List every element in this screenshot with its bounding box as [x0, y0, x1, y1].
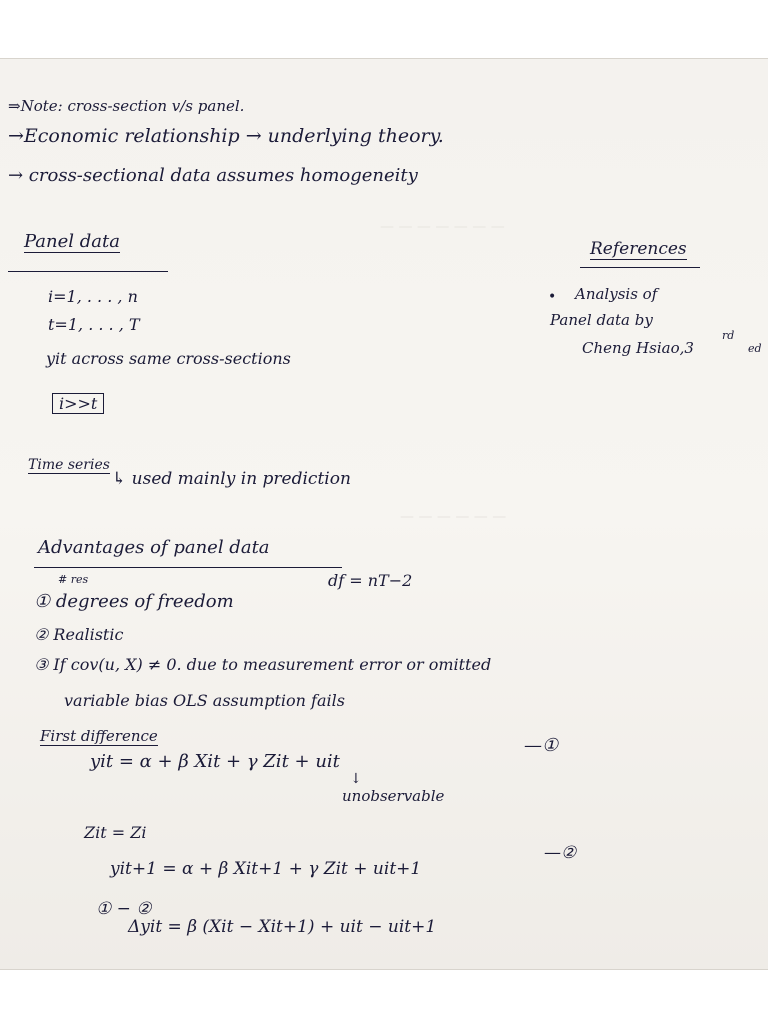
note-line-2: →Economic relationship → underlying theory. [8, 125, 444, 147]
unobservable-label: unobservable [342, 787, 445, 805]
advantage-1: ① degrees of freedom [34, 591, 234, 612]
references-heading: References [590, 239, 687, 259]
reference-edition-sup: rd [722, 329, 735, 342]
unobservable-arrow: ↓ [350, 771, 362, 787]
first-difference-heading: First difference [40, 727, 158, 745]
reference-line-2: Panel data by [550, 311, 653, 329]
index-i: i=1, . . . , n [48, 287, 138, 306]
advantage-3: ③ If cov(u, X) ≠ 0. due to measurement error or omitted [34, 655, 492, 674]
yit-cross-section-note: yit across same cross-sections [46, 349, 291, 368]
equation-2: yit+1 = α + β Xit+1 + γ Zit + uit+1 [110, 859, 422, 879]
reference-line-3: Cheng Hsiao,3 [582, 339, 694, 357]
bleed-through-text: — — — — — — — [380, 219, 505, 235]
time-series-note: ↳ used mainly in prediction [112, 469, 351, 489]
note-line-1: ⇒Note: cross-section v/s panel. [8, 97, 245, 115]
advantage-3-continued: variable bias OLS assumption fails [64, 691, 345, 710]
panel-data-heading: Panel data [24, 231, 120, 252]
equation-1-tag: —① [524, 735, 559, 756]
equation-subtraction: ① − ② [96, 899, 152, 919]
equation-3: Δyit = β (Xit − Xit+1) + uit − uit+1 [128, 917, 437, 937]
references-underline [580, 267, 700, 268]
boxed-i-much-greater-t: i>>t [52, 393, 104, 414]
index-t: t=1, . . . , T [48, 315, 140, 334]
advantage-2: ② Realistic [34, 625, 124, 644]
notebook-page [0, 58, 768, 970]
reference-bullet: • [548, 289, 557, 305]
time-series-heading: Time series [28, 457, 110, 473]
advantages-small-note: # res [58, 573, 89, 586]
zit-equals-zi: Zit = Zi [84, 823, 147, 842]
equation-2-tag: —② [544, 843, 577, 863]
heading-underline [8, 271, 168, 272]
advantages-heading: Advantages of panel data [38, 537, 270, 558]
bleed-through-text: — — — — — — [400, 509, 507, 525]
advantages-underline [34, 567, 342, 568]
equation-1: yit = α + β Xit + γ Zit + uit [90, 751, 340, 772]
reference-edition-tail: ed [748, 342, 762, 355]
df-formula: df = nT−2 [328, 571, 413, 590]
note-line-3: → cross-sectional data assumes homogeneity [8, 165, 418, 186]
reference-line-1: Analysis of [575, 285, 658, 303]
